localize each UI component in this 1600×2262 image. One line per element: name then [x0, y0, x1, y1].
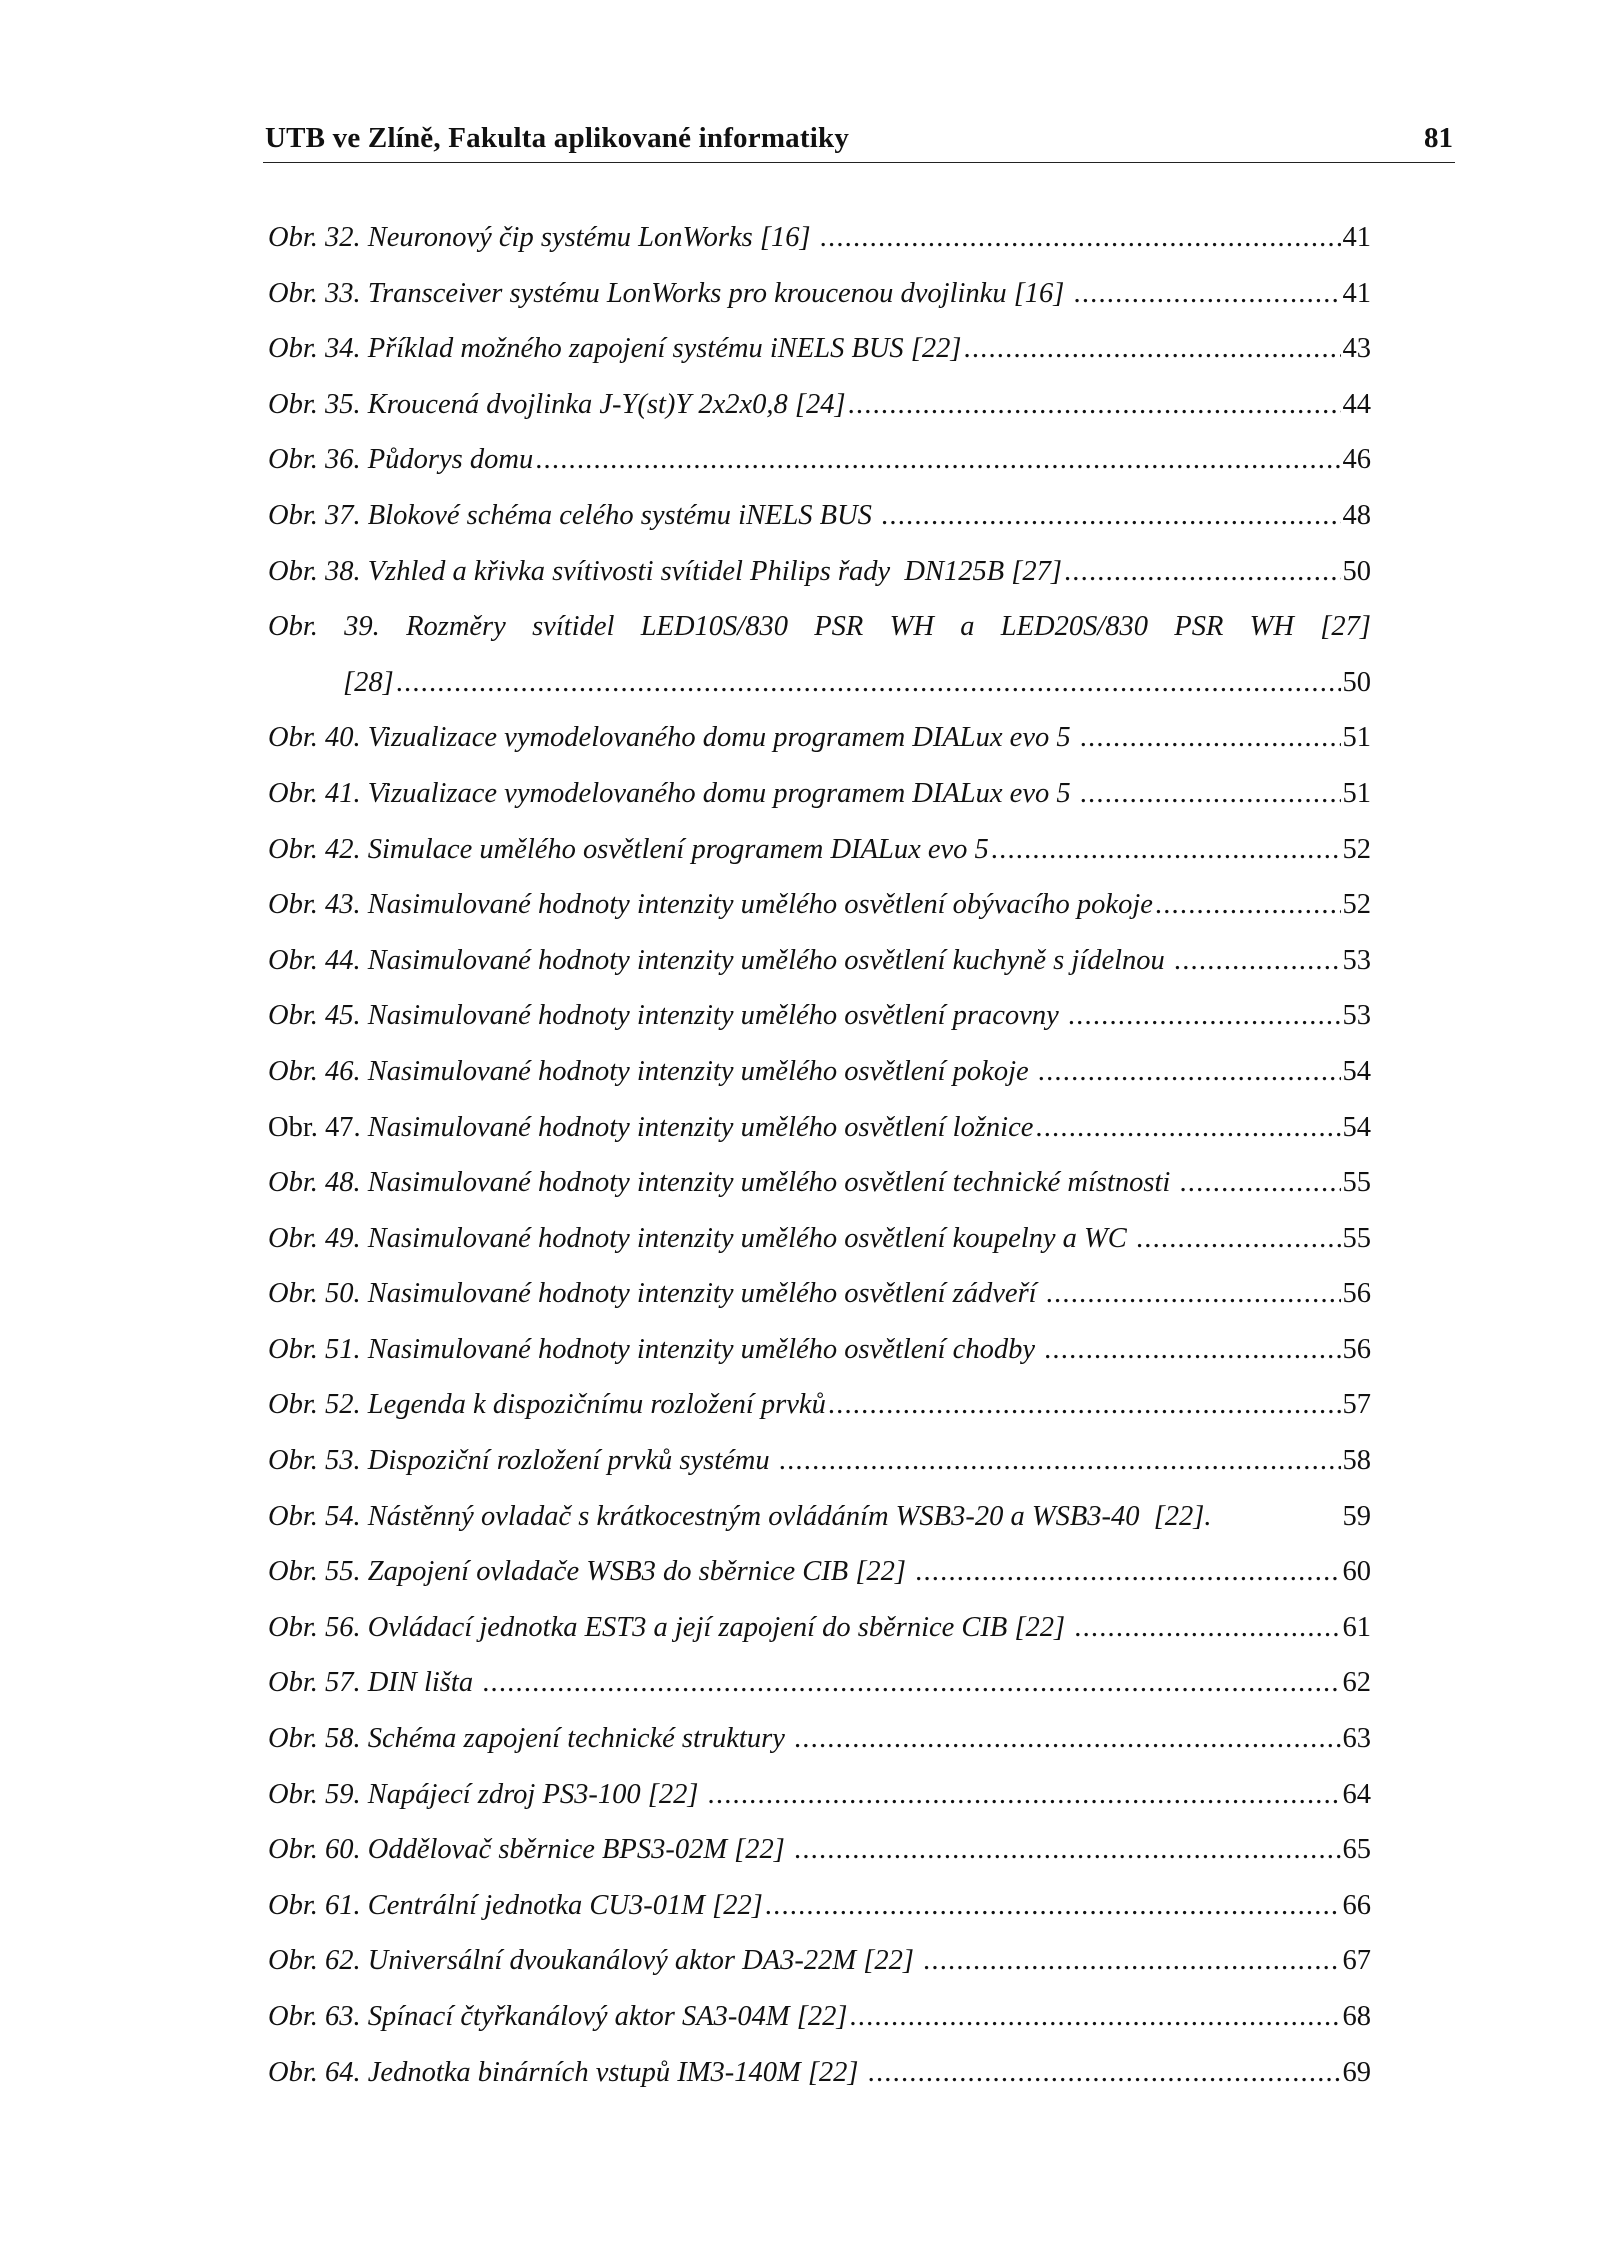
- word: Obr.: [268, 611, 318, 643]
- toc-entry-page: 52: [1342, 889, 1371, 921]
- dot-leader: [881, 500, 1340, 532]
- toc-entry-label: Obr. 62. Universální dvoukanálový aktor DA3-22M [22]: [268, 1945, 922, 1977]
- toc-entry-label: Obr. 42. Simulace umělého osvětlení programem DIALux evo 5: [268, 833, 989, 865]
- toc-entry-label: [268, 1112, 1033, 1144]
- dot-leader: [923, 1945, 1340, 1977]
- toc-entry-page: 54: [1342, 1111, 1371, 1143]
- toc-entry-page: 43: [1342, 333, 1371, 365]
- toc-entry-page: 53: [1342, 944, 1371, 976]
- toc-entry[interactable]: [268, 1667, 1371, 1723]
- toc-entry-page: 44: [1342, 388, 1371, 420]
- toc-entry-page: 41: [1342, 277, 1371, 309]
- toc-entry-label: Obr. 34. Příklad možného zapojení systému iNELS BUS [22]: [268, 333, 962, 365]
- word: 39.: [344, 611, 380, 643]
- dot-leader: [848, 389, 1341, 421]
- toc-entry-page: 55: [1342, 1222, 1371, 1254]
- toc-entry-label: Obr. 33. Transceiver systému LonWorks pro kroucenou dvojlinku [16]: [268, 277, 1072, 309]
- toc-entry-label: Obr. 41. Vizualizace vymodelovaného domu programem DIALux evo 5: [268, 777, 1078, 809]
- dot-leader: [964, 333, 1341, 365]
- toc-entry[interactable]: [268, 2057, 1371, 2113]
- toc-entry-label: Obr. 57. DIN lišta: [268, 1667, 481, 1699]
- toc-entry[interactable]: [268, 500, 1371, 556]
- toc-entry[interactable]: [268, 1834, 1371, 1890]
- dot-leader: [1174, 945, 1341, 977]
- dot-leader: [820, 222, 1341, 254]
- toc-entry[interactable]: [268, 1723, 1371, 1779]
- dot-leader: [1179, 1167, 1340, 1199]
- toc-entry-page: 63: [1342, 1723, 1371, 1755]
- toc-entry-label: Obr. 48. Nasimulované hodnoty intenzity umělého osvětlení technické místnosti: [268, 1167, 1178, 1199]
- toc-entry-page: 60: [1342, 1556, 1371, 1588]
- dot-leader: [765, 1890, 1341, 1922]
- toc-entry[interactable]: [268, 1890, 1371, 1946]
- toc-entry[interactable]: [268, 1779, 1371, 1835]
- list-of-figures: [268, 222, 1371, 2112]
- toc-entry-page: 56: [1342, 1333, 1371, 1365]
- dot-leader: [1074, 1612, 1340, 1644]
- toc-entry[interactable]: [268, 722, 1371, 778]
- toc-entry-label: Obr. 55. Zapojení ovladače WSB3 do sběrnice CIB [22]: [268, 1556, 914, 1588]
- dot-leader: [1074, 278, 1341, 310]
- toc-entry-page: 59: [1342, 1500, 1371, 1532]
- toc-entry[interactable]: [268, 1501, 1371, 1557]
- toc-entry-page: 41: [1342, 222, 1371, 253]
- toc-entry-label: Obr. 50. Nasimulované hodnoty intenzity umělého osvětlení zádveří: [268, 1278, 1044, 1310]
- dot-leader: [535, 444, 1340, 476]
- header-page-number: 81: [1424, 122, 1453, 154]
- dot-leader: [1068, 1000, 1341, 1032]
- dot-leader: [868, 2057, 1341, 2089]
- toc-entry[interactable]: [268, 444, 1371, 500]
- toc-entry-page: 61: [1342, 1611, 1371, 1643]
- toc-entry-title: Nasimulované hodnoty intenzity umělého osvětlení ložnice: [367, 1111, 1034, 1143]
- toc-entry-label: Obr. 59. Napájecí zdroj PS3-100 [22]: [268, 1778, 706, 1810]
- toc-entry-page: 57: [1342, 1389, 1371, 1421]
- dot-leader: [1044, 1334, 1340, 1366]
- toc-entry-page: 58: [1342, 1445, 1371, 1477]
- toc-entry-label: Obr. 54. Nástěnný ovladač s krátkocestným ovládáním WSB3-20 a WSB3-40 [22].: [268, 1500, 1212, 1532]
- dot-leader: [1080, 778, 1341, 810]
- word: WH: [889, 611, 934, 643]
- dot-leader: [1038, 1056, 1341, 1088]
- toc-entry-label-continued: [28]: [343, 666, 394, 698]
- header-title: UTB ve Zlíně, Fakulta aplikované informatiky: [265, 122, 850, 154]
- toc-entry[interactable]: [268, 222, 1371, 278]
- toc-entry-label: [268, 611, 1371, 643]
- dot-leader: [794, 1723, 1341, 1755]
- dot-leader: [849, 2001, 1340, 2033]
- toc-entry-label: Obr. 52. Legenda k dispozičnímu rozložení prvků: [268, 1389, 826, 1421]
- toc-entry-page: 52: [1342, 833, 1371, 865]
- toc-entry[interactable]: [268, 1112, 1371, 1168]
- toc-entry[interactable]: [268, 1612, 1371, 1668]
- word: WH: [1249, 611, 1294, 643]
- word: a: [960, 611, 975, 643]
- word: PSR: [814, 611, 864, 643]
- toc-entry-label: Obr. 35. Kroucená dvojlinka J-Y(st)Y 2x2x0,8 [24]: [268, 388, 846, 420]
- dot-leader: [915, 1556, 1340, 1588]
- toc-entry-label: Obr. 44. Nasimulované hodnoty intenzity umělého osvětlení kuchyně s jídelnou: [268, 944, 1172, 976]
- word: LED10S/830: [640, 611, 788, 643]
- toc-entry-label: Obr. 38. Vzhled a křivka svítivosti svítidel Philips řady DN125B [27]: [268, 555, 1062, 587]
- toc-entry-label: Obr. 61. Centrální jednotka CU3-01M [22]: [268, 1889, 763, 1921]
- toc-entry-page: 66: [1342, 1889, 1371, 1921]
- word: svítidel: [532, 611, 615, 643]
- toc-entry-page: 56: [1342, 1278, 1371, 1310]
- toc-entry-page: 53: [1342, 1000, 1371, 1032]
- toc-entry-label: Obr. 37. Blokové schéma celého systému iNELS BUS: [268, 499, 880, 531]
- toc-entry-page: 54: [1342, 1055, 1371, 1087]
- dot-leader: [482, 1667, 1340, 1699]
- toc-entry-page: 55: [1342, 1167, 1371, 1199]
- dot-leader: [1064, 556, 1341, 588]
- dot-leader: [708, 1779, 1341, 1811]
- toc-entry-page: 51: [1342, 722, 1371, 754]
- word: Rozměry: [406, 611, 506, 643]
- toc-entry-page: 50: [1342, 666, 1371, 698]
- toc-entry-prefix: Obr. 47.: [268, 1111, 368, 1143]
- toc-entry-page: 69: [1342, 2056, 1371, 2088]
- toc-entry-label: Obr. 60. Oddělovač sběrnice BPS3-02M [22]: [268, 1834, 792, 1866]
- toc-entry-page: 48: [1342, 499, 1371, 531]
- toc-entry-label: Obr. 51. Nasimulované hodnoty intenzity umělého osvětlení chodby: [268, 1333, 1043, 1365]
- toc-entry[interactable]: [268, 333, 1371, 389]
- toc-entry-label: Obr. 32. Neuronový čip systému LonWorks [16]: [268, 222, 818, 253]
- toc-entry[interactable]: [268, 389, 1371, 445]
- word: PSR: [1174, 611, 1224, 643]
- toc-entry-page: 67: [1342, 1945, 1371, 1977]
- toc-entry[interactable]: [268, 1334, 1371, 1390]
- dot-leader: [396, 667, 1341, 699]
- dot-leader: [828, 1389, 1341, 1421]
- toc-entry-label: Obr. 58. Schéma zapojení technické struktury: [268, 1723, 792, 1755]
- toc-entry[interactable]: [268, 889, 1371, 945]
- toc-entry[interactable]: [268, 778, 1371, 834]
- toc-entry-page: 65: [1342, 1834, 1371, 1866]
- toc-entry[interactable]: [268, 278, 1371, 334]
- toc-entry[interactable]: [268, 611, 1371, 722]
- toc-entry-label: Obr. 46. Nasimulované hodnoty intenzity umělého osvětlení pokoje: [268, 1055, 1036, 1087]
- toc-entry[interactable]: [268, 2001, 1371, 2057]
- toc-entry[interactable]: [268, 1389, 1371, 1445]
- dot-leader: [794, 1834, 1341, 1866]
- dot-leader: [1080, 722, 1341, 754]
- toc-entry-page: 68: [1342, 2001, 1371, 2032]
- dot-leader: [1046, 1278, 1341, 1310]
- toc-entry[interactable]: [268, 1167, 1371, 1223]
- toc-entry[interactable]: [268, 1556, 1371, 1612]
- toc-entry-label: Obr. 63. Spínací čtyřkanálový aktor SA3-04M [22]: [268, 2001, 848, 2032]
- toc-entry-page: 64: [1342, 1778, 1371, 1810]
- toc-entry-label: Obr. 53. Dispoziční rozložení prvků systému: [268, 1445, 777, 1477]
- dot-leader: [1136, 1223, 1341, 1255]
- toc-entry[interactable]: [268, 945, 1371, 1001]
- toc-entry[interactable]: [268, 1445, 1371, 1501]
- toc-entry[interactable]: [268, 1000, 1371, 1056]
- toc-entry-label: Obr. 43. Nasimulované hodnoty intenzity umělého osvětlení obývacího pokoje: [268, 889, 1153, 921]
- dot-leader: [779, 1445, 1341, 1477]
- toc-entry[interactable]: [268, 556, 1371, 612]
- toc-entry[interactable]: [268, 1223, 1371, 1279]
- toc-entry-label: Obr. 45. Nasimulované hodnoty intenzity umělého osvětlení pracovny: [268, 1000, 1066, 1032]
- toc-entry[interactable]: [268, 1278, 1371, 1334]
- toc-entry-page: 50: [1342, 555, 1371, 587]
- word: LED20S/830: [1000, 611, 1149, 643]
- dot-leader: [991, 834, 1341, 866]
- toc-entry-page: 51: [1342, 777, 1371, 809]
- toc-entry-label: Obr. 40. Vizualizace vymodelovaného domu programem DIALux evo 5: [268, 722, 1078, 754]
- toc-entry-label: Obr. 56. Ovládací jednotka EST3 a její zapojení do sběrnice CIB [22]: [268, 1611, 1073, 1643]
- toc-entry-page: 46: [1342, 444, 1371, 476]
- toc-entry-label: Obr. 36. Půdorys domu: [268, 444, 534, 476]
- toc-entry[interactable]: [268, 834, 1371, 890]
- page-header: [263, 120, 1455, 163]
- toc-entry-label: Obr. 49. Nasimulované hodnoty intenzity umělého osvětlení koupelny a WC: [268, 1222, 1134, 1254]
- toc-entry[interactable]: [268, 1056, 1371, 1112]
- toc-entry-page: 62: [1342, 1667, 1371, 1699]
- word: [27]: [1320, 611, 1371, 643]
- toc-entry-label: Obr. 64. Jednotka binárních vstupů IM3-140M [22]: [268, 2056, 866, 2088]
- dot-leader: [1035, 1112, 1340, 1144]
- toc-entry[interactable]: [268, 1945, 1371, 2001]
- dot-leader: [1155, 889, 1341, 921]
